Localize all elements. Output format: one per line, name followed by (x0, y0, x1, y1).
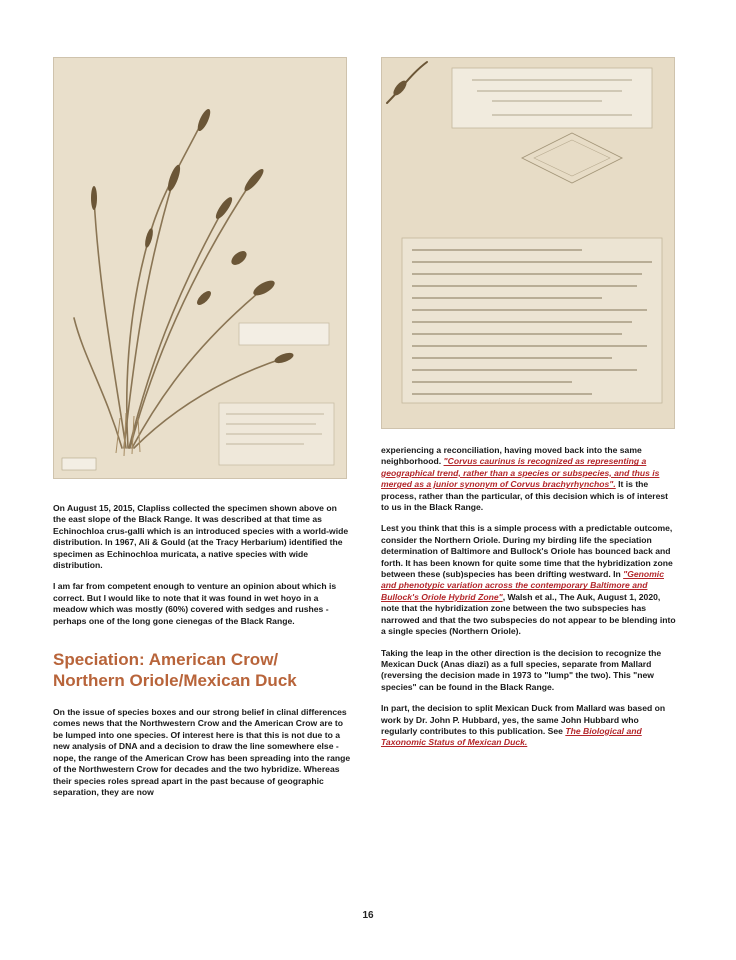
oriole-paragraph (381, 523, 677, 637)
hubbard-text: In part, the decision to split Mexican Duck from Mallard was based on work by Dr. John P. Hubbard, yes, the same John Hubbard who regularly contributes to this publication. See (381, 703, 666, 736)
page-number: 16 (362, 910, 374, 921)
section-heading-line-2: Northern Oriole/Mexican Duck (53, 671, 297, 691)
reconciliation-paragraph (381, 445, 677, 513)
herbarium-specimen-grass-image (53, 57, 347, 479)
mexican-duck-status-link[interactable]: The Biological and Taxonomic Status of Mexican Duck. (381, 725, 642, 748)
mexican-duck-paragraph: Taking the leap in the other direction is the decision to recognize the Mexican Duck (Anas diazi) as a full species, separate from Mallard (reversing the decision made in 1973 to "lump" the two). This "new species" can be found in the Black Range. (381, 647, 662, 692)
reconciliation-text: experiencing a reconciliation, having moved back into the same neighborhood. (381, 445, 642, 467)
oriole-text: Lest you think that this is a simple process with a predictable outcome, consider the Northern Oriole. During my birding life the speciation determination of Baltimore and Bullock's Oriole has bounced back and forth. It has been known for quite some time that the hybridization zone between these (sub)species has been drifting westward. In (381, 523, 673, 580)
herbarium-label-sheet-image (381, 57, 675, 429)
corvus-quote-link[interactable]: "Corvus caurinus is recognized as representing a geographical trend, rather than a species or subspecies, and thus is merged as a junior synonym of Corvus brachyrhynchos". (381, 456, 660, 490)
oriole-text-end: , Walsh et al., The Auk, August 1, 2020, note that the hybridization zone between the two subspecies has narrowed and that the two subspecies do not appear to be blending into a single species (Northern Oriole). (381, 591, 676, 637)
oriole-hybrid-zone-link[interactable]: "Genomic and phenotypic variation across the contemporary Baltimore and Bullock's Oriole Hybrid Zone" (381, 569, 664, 602)
section-heading-line-1: Speciation: American Crow/ (53, 650, 279, 670)
left-text-column (53, 503, 351, 808)
right-text-column (381, 445, 677, 759)
section-heading (53, 649, 351, 691)
opinion-paragraph: I am far from competent enough to venture an opinion about which is correct. But I would like to note that it was found in wet hoyo in a meadow which was mostly (60%) covered with sedges and rushes - perhaps one of the long gone cienegas of the Black Range. (53, 581, 337, 626)
specimen-description-paragraph: On August 15, 2015, Clapliss collected the specimen shown above on the east slope of the Black Range. It was described at that time as Echinochloa crus-galli which is an introduced species with a world-wide distribution. In 1967, Ali & Gould (at the Tracy Herbarium) identified the specimen as Echinochloa muricata, a native species with wide distribution. (53, 503, 349, 571)
crow-paragraph: On the issue of species boxes and our strong belief in clinal differences comes news that the Northwestern Crow and the American Crow are to be lumped into one species. Of interest here is that this is not due to a new analysis of DNA and a decision to draw the line somewhere else - nope, the range of the American Crow has been spreading into the range of the Northwestern Crow for decades and the two hybridize. Whereas their species roles spread apart in the past because of geographic separation, they are now (53, 707, 351, 797)
reconciliation-text-end: It is the process, rather than the particular, of this decision which is of interest to us in the Black Range. (381, 479, 669, 513)
hubbard-paragraph (381, 703, 677, 749)
